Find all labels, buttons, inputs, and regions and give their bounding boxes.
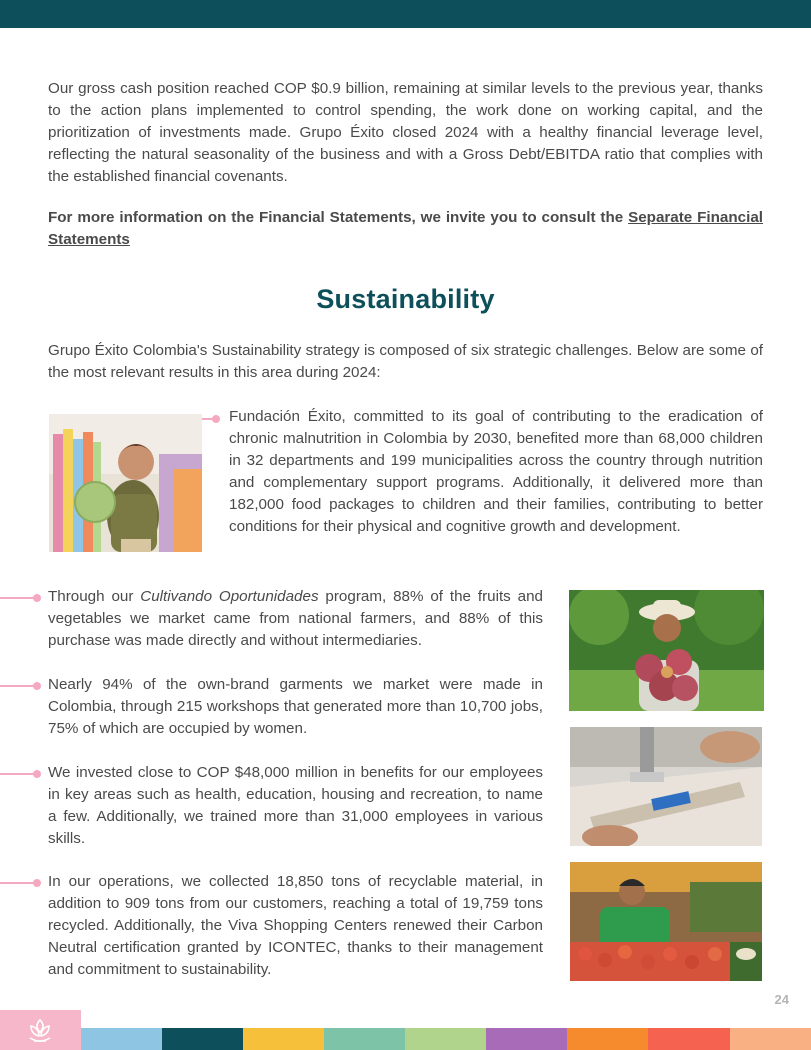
fundacion-exito-text: Fundación Éxito, committed to its goal of contributing to the eradication of chronic malnutrition in Colombia by 2030, benefited more than 68,000 children in 32 departments and 199 municipalities across the country through nutrition and complementary support programs. Additionally, it delivered more than 182,000 food packages to children and their families, contributing to better conditions for their physical and cognitive growth and development.	[229, 408, 763, 535]
footer-segment	[486, 1028, 567, 1050]
financial-paragraph: Our gross cash position reached COP $0.9 billion, remaining at similar levels to the previous year, thanks to the action plans implemented to control spending, the work done on working capital, and the prioritization of investments made. Grupo Éxito closed 2024 with a healthy financial leverage level, reflecting the natural seasonality of the business and with a Gross Debt/EBITDA ratio that complies with the established financial covenants.	[48, 80, 763, 185]
footer-segment	[730, 1028, 811, 1050]
sewing-photo	[570, 727, 762, 846]
top-header-bar	[0, 0, 811, 28]
market-vendor-photo	[570, 862, 762, 981]
cultivando-program-name: Cultivando Oportunidades	[140, 588, 319, 605]
farmer-photo	[569, 590, 764, 711]
footer-segment	[324, 1028, 405, 1050]
sustainability-intro: Grupo Éxito Colombia's Sustainability strategy is composed of six strategic challenges. Below are some of the most relevant results in this area during 2024:	[48, 342, 763, 381]
footer-segment	[243, 1028, 324, 1050]
cultivando-text-post: program, 88% of the fruits and vegetables we market came from national farmers, and 88% of this purchase was made directly and without intermediaries.	[48, 588, 543, 649]
bullet-dot	[33, 879, 41, 887]
footer-segment	[567, 1028, 648, 1050]
separate-financial-statements-link[interactable]: Separate Financial Statements	[48, 209, 763, 248]
footer-color-bar	[0, 1010, 811, 1050]
bullet-connector-line	[0, 597, 36, 599]
bullet-dot	[33, 770, 41, 778]
bullet-dot	[33, 594, 41, 602]
bullet-connector-line	[0, 882, 36, 884]
bullet-dot	[212, 415, 220, 423]
financial-statements-note	[48, 207, 763, 251]
logo-box	[0, 1010, 81, 1050]
page-number: 24	[774, 992, 789, 1007]
garments-text: Nearly 94% of the own-brand garments we market were made in Colombia, through 215 workshops that generated more than 10,700 jobs, 75% of which are occupied by women.	[48, 676, 543, 737]
financial-note-text: For more information on the Financial Statements, we invite you to consult the	[48, 209, 629, 226]
child-photo	[49, 414, 202, 552]
lotus-logo-icon	[25, 1016, 55, 1046]
bullet-connector-line	[0, 685, 36, 687]
section-title: Sustainability	[316, 284, 495, 314]
cultivando-text	[48, 586, 543, 652]
recycling-text: In our operations, we collected 18,850 tons of recyclable material, in addition to 909 tons from our customers, reaching a total of 19,759 tons recycled. Additionally, the Viva Shopping Centers renewed their Carbon Neutral certification granted by ICONTEC, thanks to their management and commitment to sustainability.	[48, 873, 543, 978]
employees-text: We invested close to COP $48,000 million in benefits for our employees in key areas such as health, education, housing and recreation, to name a few. Additionally, we trained more than 31,000 employees in various skills.	[48, 764, 543, 847]
bullet-connector-line	[0, 773, 36, 775]
footer-segment	[405, 1028, 486, 1050]
cultivando-text-pre: Through our	[48, 588, 141, 605]
bullet-dot	[33, 682, 41, 690]
footer-segment	[81, 1028, 162, 1050]
footer-segment	[648, 1028, 730, 1050]
footer-segment	[162, 1028, 243, 1050]
